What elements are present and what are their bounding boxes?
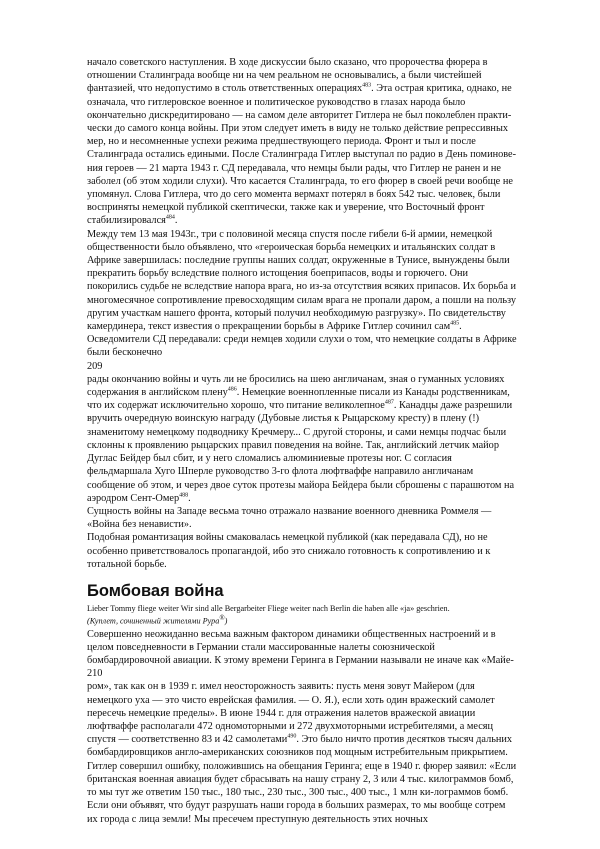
body-paragraph: ром», так как он в 1939 г. имел неосторожность заявить: пусть меня зовут Майером (для немецкого уха — это чисто еврейская фамилия. — О. Я.), если хоть один вражеский самолет пересечь немецкие пределы». В июне 1944 г. для отражения налетов вражеской авиации люфтваффе располагали 472 одномоторными и 272 двухмоторными истребителями, а месяц спустя — соответственно 83 и 42 самолетами$^{490}$. Это было ничто против десятков тысяч дальних бомбардировщиков англо-американских союзников под мощным истребительным прикрытием.	[87, 681, 513, 759]
section-heading: Бомбовая война	[87, 581, 224, 600]
epigraph-text: Lieber Tommy fliege weiter Wir sind alle Bergarbeiter Fliege weiter nach Berlin die haben alle «ja» geschrien.	[87, 603, 450, 613]
epigraph-attribution: (Куплет, сочиненный жителями Рурa®)	[87, 615, 228, 627]
footnote-ref: 490	[287, 733, 297, 740]
footnote-ref: ®	[219, 615, 225, 623]
footnote-ref: 485	[450, 320, 460, 327]
page-number: 209	[87, 360, 103, 372]
body-paragraph: Подобная романтизация войны смаковалась немецкой публикой (как передавала СД), но не особенно приветствовалось пропагандой, ибо это снижало готовность к сопротивлению и к тотальной борьбе.	[87, 532, 491, 570]
footnote-ref: 488	[179, 492, 189, 499]
page-content	[87, 56, 518, 826]
footnote-ref: 486	[227, 386, 237, 393]
footnote-ref: 487	[384, 399, 394, 406]
body-paragraph: Сущность войны на Западе весьма точно отражало название военного дневника Роммеля — «Война без ненависти».	[87, 505, 492, 531]
body-paragraph: Между тем 13 мая 1943г., три с половиной месяца спустя после гибели 6-й армии, немецкой общественности было объявлено, что «героическая борьба немецких и итальянских солдат в Африке завершилась: последние группы наших солдат, окруженные в Тунисе, вынуждены были прекратить борьбу вследствие полного истощения боеприпасов, воды и горючего. Они покорились судьбе не вследствие напора врага, но из-за отсутствия всяких припасов. Их борьба и многомесячное сопротивление превосходящим силам врага не пропали даром, а пошли на пользу другим участкам нашего фронта, который получил необходимую разгрузку». По свидетельству камердинера, текст известия о прекращении борьбы в Африке Гитлер сочинил сам$^{485}$.	[87, 228, 517, 333]
body-paragraph: Совершенно неожиданно весьма важным фактором динамики общественных настроений и в целом повседневности в Германии стали массированные налеты союзнической бомбардировочной авиации. К этому времени Геринга в Германии называли не иначе как «Майе-	[87, 628, 514, 667]
page-number: 210	[87, 668, 103, 680]
body-paragraph: Осведомители СД передавали: среди немцев ходили слухи о том, что немецкие солдаты в Африке были бесконечно	[87, 334, 517, 359]
body-paragraph: начало советского наступления. В ходе дискуссии было сказано, что пророчества фюрера в отношении Сталинграда вообще ни на чем реальном не основывались, а были чистейшей фантазией, что недопустимо в столь ответственных операциях$^{483}$. Эта острая критика, однако, не означала, что гитлеровское военное и политическое руководство в глазах народа было окончательно дискредитировано — на самом деле авторитет Гитлера не был поколеблен практи-чески до самого конца войны. При этом следует иметь в виду не только действие репрессивных мер, но и несомненные успехи режима предшествующего периода. Фронт и тыл и после Сталинграда остались едиными. После Сталинграда Гитлер выступал по радио в День поминове-ния героев — 21 марта 1943 г. СД передавала, что немцы были рады, что Гитлер не ранен и не заболел (об этом ходили слухи). Что касается Сталинграда, то его фюрер в своей речи вообще не упомянул. Слова Гитлера, что до сего момента вермахт потерял в боях 542 тыс. человек, были восприняты немецкой публикой скептически, также как и уверение, что Восточный фронт стабилизировался$^{484}$.	[87, 57, 517, 227]
footnote-ref: 484	[165, 215, 175, 222]
body-paragraph: рады окончанию войны и чуть ли не бросились на шею англичанам, зная о гуманных условиях содержания в английском плену$^{486}$. Немецкие военнопленные писали из Канады родственникам, что их содержат исключительно хорошо, что питание великолепное$^{487}$. Канадцы даже разрешили вручить очередную воинскую награду (Дубовые листья к Рыцарскому кресту) в плену (!) знаменитому немецкому подводнику Кречмеру... С другой стороны, и сами немцы подчас были склонны к проявлению рыцарских правил поведения на войне. Так, английский летчик майор Дуглас Бейдер был сбит, и у него сломались алюминиевые протезы ног. С согласия фельдмаршала Хуго Шперле руководство 3-го флота люфтваффе направило англичанам сообщение об этом, и через двое суток протезы майора Бейдера были сброшены с парашютом на аэродром Сент-Омер$^{488}$.	[87, 373, 515, 504]
body-paragraph: Гитлер совершил ошибку, положившись на обещания Геринга; еще в 1940 г. фюрер заявил: «Если британская военная авиация будет сбрасывать на нашу страну 2, 3 или 4 тыс. килограммов бомб, то мы тут же ответим 150 тыс., 180 тыс., 230 тыс., 300 тыс., 400 тыс., 1 млн ки-лограммов бомб. Если они объявят, что будут разрушать наши города в больших размерах, то мы вообще сотрем их города с лица земли! Мы пресечем преступную деятельность этих ночных	[87, 760, 517, 825]
footnote-ref: 483	[362, 82, 372, 89]
